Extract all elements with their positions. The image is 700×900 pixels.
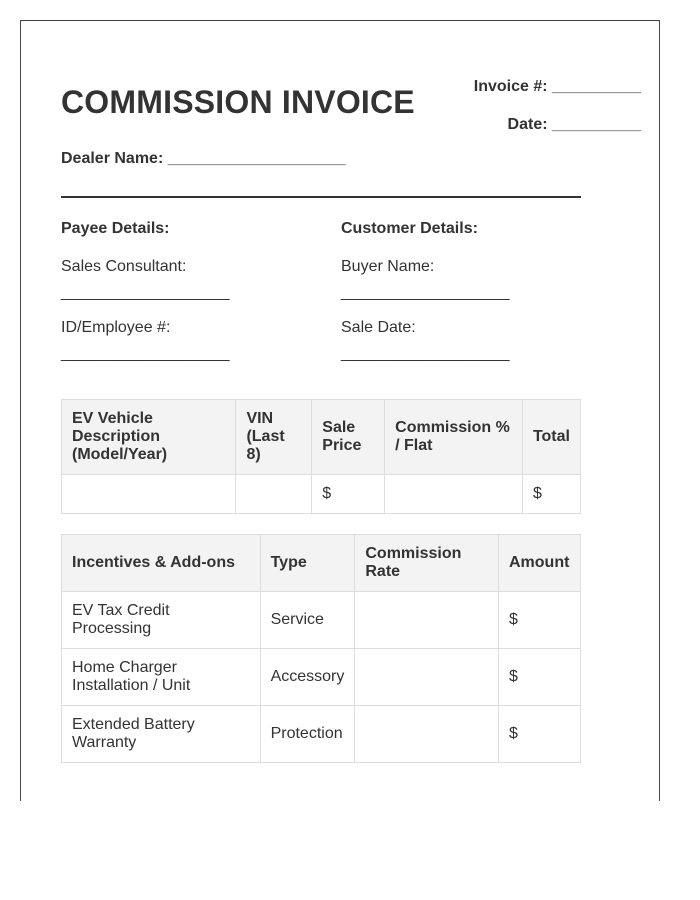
date-blank[interactable]: __________ xyxy=(552,116,641,133)
addon-name-cell: EV Tax Credit Processing xyxy=(62,592,261,649)
vehicle-description-cell[interactable] xyxy=(62,475,236,514)
sale-date-label: Sale Date: xyxy=(341,319,416,336)
dealer-name-field xyxy=(61,150,346,168)
addon-amount-cell[interactable]: $ xyxy=(498,592,580,649)
addon-rate-cell[interactable] xyxy=(355,649,499,706)
column-header-amount: Amount xyxy=(498,535,580,592)
addons-table-header-row xyxy=(62,535,581,592)
page-title: COMMISSION INVOICE xyxy=(61,84,415,120)
addon-rate-cell[interactable] xyxy=(355,706,499,763)
date-label: Date: xyxy=(507,116,548,133)
sales-consultant-blank[interactable]: ____________________ xyxy=(61,284,229,301)
vin-cell[interactable] xyxy=(236,475,312,514)
table-row xyxy=(62,592,581,649)
vehicle-table xyxy=(61,399,581,514)
table-row xyxy=(62,475,581,514)
column-header-commission-rate: Commission Rate xyxy=(355,535,499,592)
addon-rate-cell[interactable] xyxy=(355,592,499,649)
sale-price-cell[interactable]: $ xyxy=(312,475,385,514)
buyer-name-label: Buyer Name: xyxy=(341,258,435,275)
employee-id-blank[interactable]: ____________________ xyxy=(61,345,229,362)
employee-id-label: ID/Employee #: xyxy=(61,319,171,336)
dealer-name-label: Dealer Name: xyxy=(61,150,164,167)
date-field xyxy=(508,116,641,134)
total-cell[interactable]: $ xyxy=(522,475,580,514)
addon-type-cell: Service xyxy=(260,592,355,649)
addon-amount-cell[interactable]: $ xyxy=(498,706,580,763)
invoice-number-label: Invoice #: xyxy=(473,78,548,95)
column-header-incentives: Incentives & Add-ons xyxy=(62,535,261,592)
table-row xyxy=(62,649,581,706)
column-header-vehicle-description: EV Vehicle Description (Model/Year) xyxy=(62,400,236,475)
sale-date-blank[interactable]: ____________________ xyxy=(341,345,509,362)
commission-cell[interactable] xyxy=(385,475,523,514)
payee-details-heading: Payee Details: xyxy=(61,220,170,237)
header-divider xyxy=(61,196,581,198)
addon-name-cell: Extended Battery Warranty xyxy=(62,706,261,763)
invoice-number-field xyxy=(474,78,641,96)
addon-amount-cell[interactable]: $ xyxy=(498,649,580,706)
buyer-name-blank[interactable]: ____________________ xyxy=(341,284,509,301)
vehicle-table-header-row xyxy=(62,400,581,475)
addon-name-cell: Home Charger Installation / Unit xyxy=(62,649,261,706)
dealer-name-blank[interactable]: ____________________ xyxy=(167,150,346,167)
column-header-sale-price: Sale Price xyxy=(312,400,385,475)
addons-table xyxy=(61,534,581,763)
invoice-number-blank[interactable]: __________ xyxy=(552,78,641,95)
column-header-commission: Commission % / Flat xyxy=(385,400,523,475)
addon-type-cell: Accessory xyxy=(260,649,355,706)
column-header-vin: VIN (Last 8) xyxy=(236,400,312,475)
addon-type-cell: Protection xyxy=(260,706,355,763)
table-row xyxy=(62,706,581,763)
column-header-total: Total xyxy=(522,400,580,475)
customer-details-heading: Customer Details: xyxy=(341,220,478,237)
sales-consultant-label: Sales Consultant: xyxy=(61,258,187,275)
column-header-type: Type xyxy=(260,535,355,592)
